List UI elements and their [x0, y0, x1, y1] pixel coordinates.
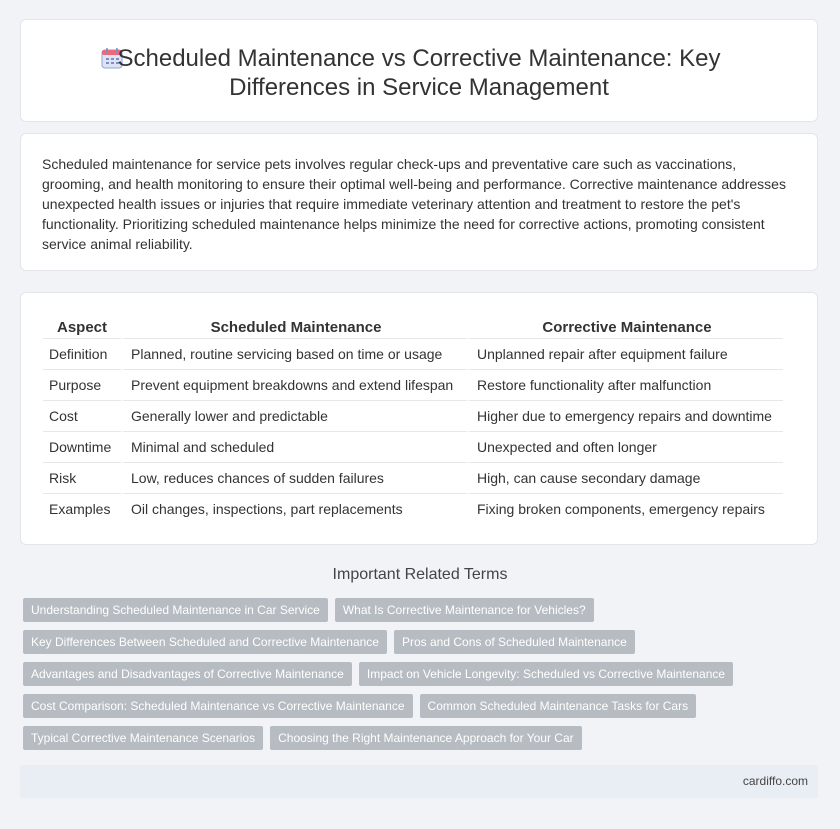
cell-aspect: Definition — [43, 338, 121, 369]
header-corrective: Corrective Maintenance — [467, 315, 783, 338]
related-term-tag[interactable]: Key Differences Between Scheduled and Corrective Maintenance — [23, 630, 387, 654]
cell-aspect: Cost — [43, 400, 121, 431]
cell-scheduled: Generally lower and predictable — [121, 400, 467, 431]
cell-aspect: Downtime — [43, 431, 121, 462]
related-term-tag[interactable]: Advantages and Disadvantages of Corrective Maintenance — [23, 662, 352, 686]
intro-card — [20, 133, 818, 271]
table-row — [43, 338, 783, 369]
table-row — [43, 493, 783, 524]
cell-corrective: Unplanned repair after equipment failure — [467, 338, 783, 369]
related-term-tag[interactable]: Typical Corrective Maintenance Scenarios — [23, 726, 263, 750]
related-term-tag[interactable]: Cost Comparison: Scheduled Maintenance vs Corrective Maintenance — [23, 694, 413, 718]
cell-scheduled: Planned, routine servicing based on time or usage — [121, 338, 467, 369]
footer — [20, 765, 818, 798]
title-card — [20, 19, 818, 122]
cell-corrective: Unexpected and often longer — [467, 431, 783, 462]
tag-row — [23, 630, 743, 654]
tag-row — [23, 694, 743, 718]
cell-aspect: Purpose — [43, 369, 121, 400]
cell-corrective: Higher due to emergency repairs and downtime — [467, 400, 783, 431]
related-term-tag[interactable]: Impact on Vehicle Longevity: Scheduled vs Corrective Maintenance — [359, 662, 733, 686]
table-row — [43, 369, 783, 400]
table-row — [43, 462, 783, 493]
tag-row — [23, 662, 743, 686]
cell-scheduled: Oil changes, inspections, part replacements — [121, 493, 467, 524]
related-term-tag[interactable]: Common Scheduled Maintenance Tasks for Cars — [420, 694, 697, 718]
related-term-tag[interactable]: Pros and Cons of Scheduled Maintenance — [394, 630, 635, 654]
table-row — [43, 400, 783, 431]
tag-row — [23, 598, 743, 622]
header-scheduled: Scheduled Maintenance — [121, 315, 467, 338]
table-row — [43, 431, 783, 462]
cell-aspect: Risk — [43, 462, 121, 493]
related-terms-heading: Important Related Terms — [332, 566, 508, 583]
comparison-table — [43, 315, 783, 524]
tag-row — [23, 726, 743, 750]
cell-corrective: Restore functionality after malfunction — [467, 369, 783, 400]
cell-aspect: Examples — [43, 493, 121, 524]
cell-corrective: Fixing broken components, emergency repairs — [467, 493, 783, 524]
related-term-tag[interactable]: What Is Corrective Maintenance for Vehicles? — [335, 598, 594, 622]
related-term-tag[interactable]: Understanding Scheduled Maintenance in Car Service — [23, 598, 328, 622]
comparison-table-card — [20, 292, 818, 545]
cell-scheduled: Low, reduces chances of sudden failures — [121, 462, 467, 493]
footer-domain[interactable]: cardiffo.com — [742, 774, 808, 788]
cell-corrective: High, can cause secondary damage — [467, 462, 783, 493]
page-title: Scheduled Maintenance vs Corrective Maintenance: Key Differences in Service Management — [117, 45, 721, 101]
table-header-row — [43, 315, 783, 338]
related-terms-list — [23, 598, 743, 758]
cell-scheduled: Prevent equipment breakdowns and extend lifespan — [121, 369, 467, 400]
related-term-tag[interactable]: Choosing the Right Maintenance Approach for Your Car — [270, 726, 582, 750]
header-aspect: Aspect — [56, 318, 108, 336]
cell-scheduled: Minimal and scheduled — [121, 431, 467, 462]
intro-text: Scheduled maintenance for service pets involves regular check-ups and preventative care such as vaccinations, grooming, and health monitoring to ensure their optimal well-being and performance. Corrective maintenance addresses unexpected health issues or injuries that require immediate veterinary attention and treatment to restore the pet's functionality. Prioritizing scheduled maintenance helps minimize the need for corrective actions, promoting consistent service animal reliability. — [42, 156, 786, 252]
